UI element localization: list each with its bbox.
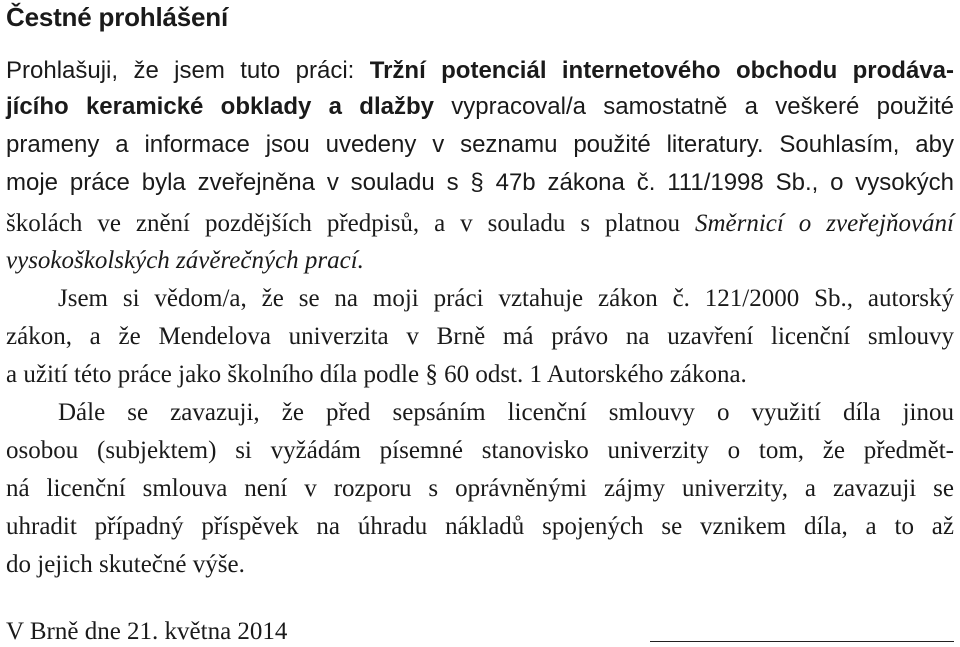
text-span: vypracoval/a samostatně a veškeré použité (433, 93, 954, 120)
paragraph-3-line-5 (6, 550, 954, 580)
paragraph-1-line-2 (6, 92, 954, 122)
thesis-title-part-2: jícího keramické obklady a dlažby (6, 93, 434, 120)
paragraph-3-line-3 (6, 474, 954, 504)
text-span: moje práce byla zveřejněna v souladu s § 47b zákona č. 111/1998 Sb., o vysokých (6, 169, 954, 196)
text-span: zákon, a že Mendelova univerzita v Brně má právo na uzavření licenční smlouvy (6, 323, 954, 350)
text-span: Jsem si vědom/a, že se na moji práci vztahuje zákon č. 121/2000 Sb., autorský (58, 285, 954, 312)
paragraph-1-line-5 (6, 209, 954, 239)
directive-name-part-2: vysokoškolských závěrečných prací. (6, 247, 364, 274)
text-span: uhradit případný příspěvek na úhradu nákladů spojených se vznikem díla, a to až (6, 513, 954, 540)
text-span: osobou (subjektem) si vyžádám písemné stanovisko univerzity o tom, že předmět- (6, 437, 954, 464)
paragraph-1-line-3 (6, 130, 954, 160)
text-span: školách ve znění pozdějších předpisů, a v souladu s platnou (6, 210, 695, 237)
paragraph-1-line-6 (6, 246, 954, 276)
paragraph-3-line-1 (58, 398, 954, 428)
text-span: ná licenční smlouva není v rozporu s oprávněnými zájmy univerzity, a zavazuji se (6, 475, 954, 502)
date-place: V Brně dne 21. května 2014 (6, 618, 288, 645)
paragraph-1-line-4 (6, 168, 954, 198)
text-span: Prohlašuji, že jsem tuto práci: (6, 57, 370, 84)
text-span: Dále se zavazuji, že před sepsáním licenční smlouvy o využití díla jinou (58, 399, 954, 426)
thesis-title-part-1: Tržní potenciál internetového obchodu prodáva- (369, 57, 955, 84)
paragraph-2-line-3 (6, 360, 954, 390)
paragraph-1-line-1 (6, 56, 954, 86)
paragraph-2-line-2 (6, 322, 954, 352)
paragraph-3-line-4 (6, 512, 954, 542)
page-title: Čestné prohlášení (6, 2, 228, 32)
signature-line (650, 641, 954, 642)
directive-name-part-1: Směrnicí o zveřejňování (694, 210, 954, 237)
text-span: prameny a informace jsou uvedeny v seznamu použité literatury. Souhlasím, aby (6, 131, 954, 158)
paragraph-2-line-1 (58, 284, 954, 314)
text-span: a užití této práce jako školního díla podle § 60 odst. 1 Autorského zákona. (6, 361, 747, 388)
text-span: do jejich skutečné výše. (6, 551, 245, 578)
paragraph-3-line-2 (6, 436, 954, 466)
